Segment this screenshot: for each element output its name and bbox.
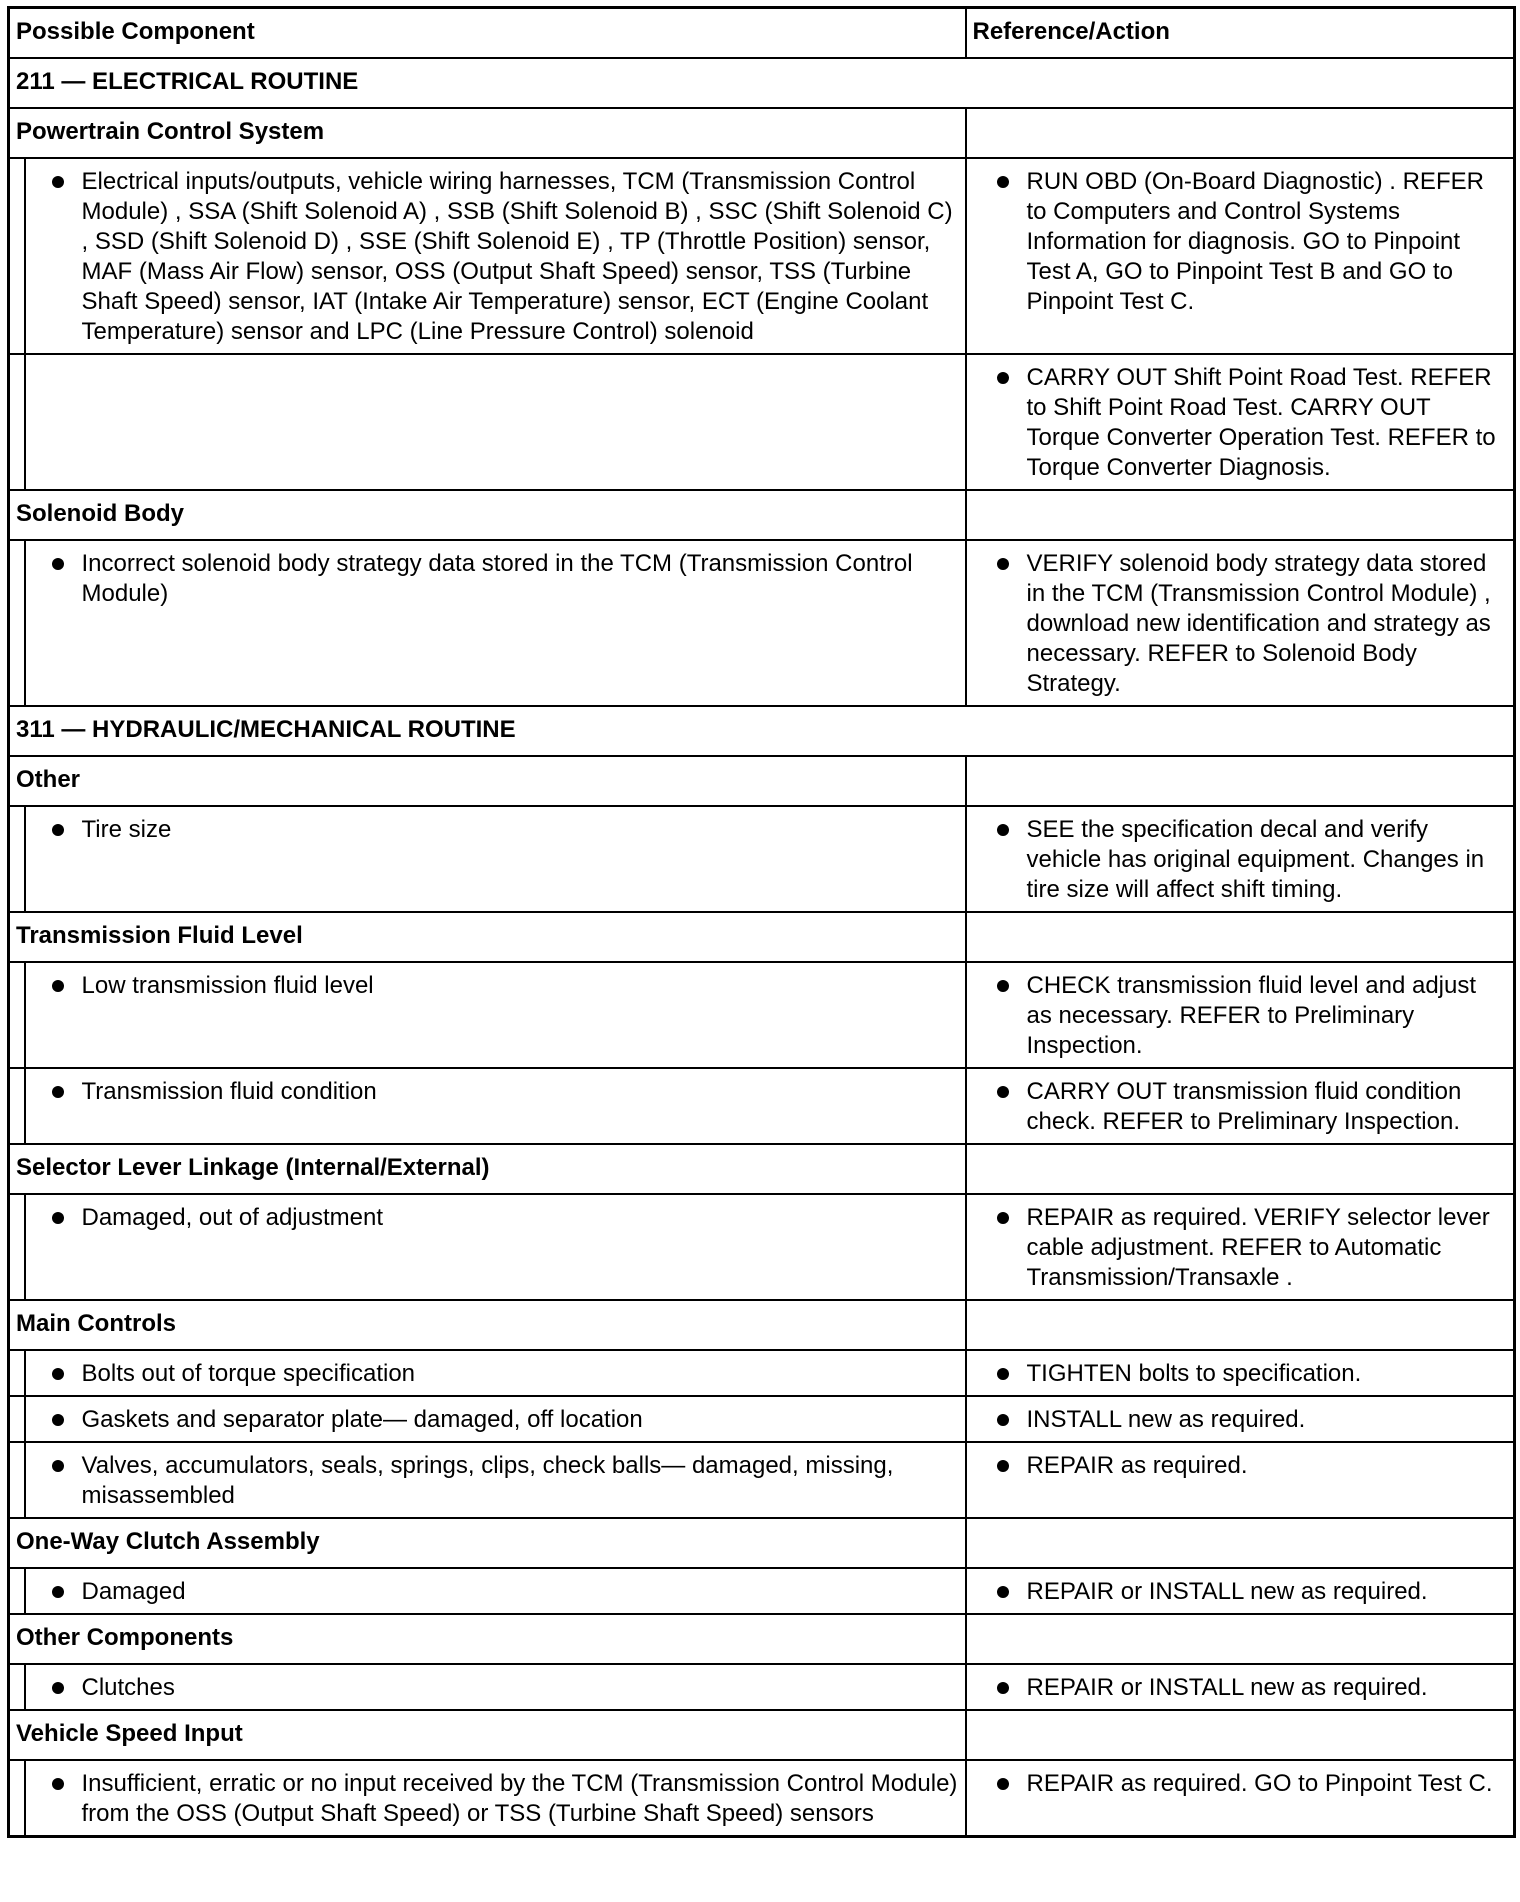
action-cell (966, 1442, 1515, 1518)
indent-cell (9, 962, 25, 1068)
bullet-icon (52, 1460, 64, 1472)
bullet-item (32, 971, 959, 1001)
bullet-item (973, 1451, 1508, 1481)
action-text: REPAIR as required. VERIFY selector lever cable adjustment. REFER to Automatic Transmission/Transaxle . (1026, 1204, 1490, 1291)
group-action-empty (966, 1144, 1515, 1194)
bullet-icon (52, 1368, 64, 1380)
group-title: Other (9, 756, 966, 806)
bullet-item (32, 1203, 959, 1233)
bullet-item (973, 815, 1508, 905)
group-title: Vehicle Speed Input (9, 1710, 966, 1760)
bullet-item (973, 1359, 1508, 1389)
group-action-empty (966, 1614, 1515, 1664)
component-cell (25, 1194, 966, 1300)
bullet-icon (997, 558, 1009, 570)
bullet-icon (52, 558, 64, 570)
action-text: CHECK transmission fluid level and adjust as necessary. REFER to Preliminary Inspection. (1026, 972, 1477, 1059)
action-cell (966, 354, 1515, 490)
component-text: Damaged, out of adjustment (81, 1204, 384, 1231)
bullet-icon (997, 372, 1009, 384)
action-cell (966, 158, 1515, 354)
component-text: Valves, accumulators, seals, springs, clips, check balls— damaged, missing, misassembled (81, 1452, 894, 1509)
action-text: REPAIR or INSTALL new as required. (1026, 1674, 1428, 1701)
group-row (9, 1518, 1515, 1568)
group-title: Main Controls (9, 1300, 966, 1350)
group-row (9, 912, 1515, 962)
component-cell (25, 1068, 966, 1144)
group-title: Solenoid Body (9, 490, 966, 540)
indent-cell (9, 354, 25, 490)
indent-cell (9, 1068, 25, 1144)
bullet-icon (52, 1778, 64, 1790)
action-text: TIGHTEN bolts to specification. (1026, 1360, 1362, 1387)
bullet-icon (997, 1368, 1009, 1380)
indent-cell (9, 1442, 25, 1518)
header-action: Reference/Action (966, 8, 1515, 59)
group-action-empty (966, 756, 1515, 806)
bullet-item (973, 1673, 1508, 1703)
action-cell (966, 1664, 1515, 1710)
action-cell (966, 1350, 1515, 1396)
bullet-item (973, 1577, 1508, 1607)
indent-cell (9, 1568, 25, 1614)
group-row (9, 1144, 1515, 1194)
bullet-item (32, 1405, 959, 1435)
bullet-icon (997, 1086, 1009, 1098)
section-row (9, 58, 1515, 108)
component-cell (25, 806, 966, 912)
bullet-item (973, 167, 1508, 317)
group-title: Other Components (9, 1614, 966, 1664)
bullet-item (973, 1769, 1508, 1799)
action-text: REPAIR as required. (1026, 1452, 1248, 1479)
bullet-icon (997, 1778, 1009, 1790)
component-cell (25, 1760, 966, 1837)
bullet-item (973, 1203, 1508, 1293)
action-text: CARRY OUT transmission fluid condition check. REFER to Preliminary Inspection. (1026, 1078, 1462, 1135)
bullet-icon (52, 176, 64, 188)
component-cell (25, 1350, 966, 1396)
bullet-icon (997, 1212, 1009, 1224)
indent-cell (9, 1194, 25, 1300)
component-cell (25, 1664, 966, 1710)
action-cell (966, 1068, 1515, 1144)
component-text: Transmission fluid condition (81, 1078, 377, 1105)
table-row (9, 1068, 1515, 1144)
action-text: INSTALL new as required. (1026, 1406, 1306, 1433)
bullet-icon (997, 1414, 1009, 1426)
action-cell (966, 1396, 1515, 1442)
table-row (9, 158, 1515, 354)
component-text: Damaged (81, 1578, 186, 1605)
component-text: Electrical inputs/outputs, vehicle wiring harnesses, TCM (Transmission Control Module) , SSA (Shift Solenoid A) , SSB (Shift Solenoid B) , SSC (Shift Solenoid C) , SSD (Shift Solenoid D) , SSE (Shift Solenoid E) , TP (Throttle Position) sensor, MAF (Mass Air Flow) sensor, OSS (Output Shaft Speed) sensor, TSS (Turbine Shaft Speed) sensor, IAT (Intake Air Temperature) sensor, ECT (Engine Coolant Temperature) sensor and LPC (Line Pressure Control) solenoid (81, 168, 953, 345)
group-action-empty (966, 1300, 1515, 1350)
table-row (9, 354, 1515, 490)
bullet-item (973, 1077, 1508, 1137)
section-title: 311 — HYDRAULIC/MECHANICAL ROUTINE (9, 706, 1515, 756)
indent-cell (9, 158, 25, 354)
indent-cell (9, 1350, 25, 1396)
bullet-icon (52, 980, 64, 992)
group-row (9, 490, 1515, 540)
bullet-item (32, 1577, 959, 1607)
action-text: RUN OBD (On-Board Diagnostic) . REFER to Computers and Control Systems Information for diagnosis. GO to Pinpoint Test A, GO to Pinpoint Test B and GO to Pinpoint Test C. (1026, 168, 1484, 315)
component-text: Tire size (81, 816, 172, 843)
bullet-item (32, 1359, 959, 1389)
header-component: Possible Component (9, 8, 966, 59)
table-row (9, 1442, 1515, 1518)
table-row (9, 962, 1515, 1068)
component-text: Clutches (81, 1674, 175, 1701)
diagnosis-table-body (9, 8, 1515, 1837)
bullet-item (32, 1769, 959, 1829)
action-text: REPAIR as required. GO to Pinpoint Test C. (1026, 1770, 1493, 1797)
group-action-empty (966, 490, 1515, 540)
group-title: Transmission Fluid Level (9, 912, 966, 962)
group-action-empty (966, 108, 1515, 158)
table-row (9, 1568, 1515, 1614)
bullet-item (973, 549, 1508, 699)
component-cell (25, 354, 966, 490)
bullet-icon (52, 824, 64, 836)
action-cell (966, 1194, 1515, 1300)
action-text: SEE the specification decal and verify vehicle has original equipment. Changes in tire size will affect shift timing. (1026, 816, 1485, 903)
group-action-empty (966, 1518, 1515, 1568)
component-text: Incorrect solenoid body strategy data stored in the TCM (Transmission Control Module) (81, 550, 913, 607)
action-cell (966, 1568, 1515, 1614)
group-title: Selector Lever Linkage (Internal/External) (9, 1144, 966, 1194)
component-text: Bolts out of torque specification (81, 1360, 416, 1387)
group-row (9, 1710, 1515, 1760)
group-title: One-Way Clutch Assembly (9, 1518, 966, 1568)
bullet-item (32, 815, 959, 845)
bullet-icon (997, 1460, 1009, 1472)
indent-cell (9, 540, 25, 706)
action-text: VERIFY solenoid body strategy data stored in the TCM (Transmission Control Module) , download new identification and strategy as necessary. REFER to Solenoid Body Strategy. (1026, 550, 1491, 697)
bullet-item (973, 363, 1508, 483)
component-text: Insufficient, erratic or no input received by the TCM (Transmission Control Module) from the OSS (Output Shaft Speed) or TSS (Turbine Shaft Speed) sensors (81, 1770, 958, 1827)
component-cell (25, 962, 966, 1068)
section-title: 211 — ELECTRICAL ROUTINE (9, 58, 1515, 108)
table-row (9, 1396, 1515, 1442)
bullet-icon (52, 1086, 64, 1098)
component-text: Gaskets and separator plate— damaged, off location (81, 1406, 643, 1433)
component-cell (25, 1442, 966, 1518)
group-row (9, 1300, 1515, 1350)
indent-cell (9, 1396, 25, 1442)
bullet-icon (997, 176, 1009, 188)
group-row (9, 756, 1515, 806)
component-text: Low transmission fluid level (81, 972, 374, 999)
group-action-empty (966, 912, 1515, 962)
bullet-icon (997, 980, 1009, 992)
action-text: REPAIR or INSTALL new as required. (1026, 1578, 1428, 1605)
action-cell (966, 1760, 1515, 1837)
bullet-item (32, 167, 959, 347)
indent-cell (9, 806, 25, 912)
table-row (9, 1350, 1515, 1396)
section-row (9, 706, 1515, 756)
component-cell (25, 540, 966, 706)
bullet-icon (52, 1586, 64, 1598)
bullet-item (973, 971, 1508, 1061)
component-cell (25, 1396, 966, 1442)
component-cell (25, 1568, 966, 1614)
bullet-item (32, 1077, 959, 1107)
group-action-empty (966, 1710, 1515, 1760)
table-row (9, 540, 1515, 706)
bullet-item (32, 549, 959, 609)
bullet-icon (997, 1682, 1009, 1694)
bullet-item (32, 1673, 959, 1703)
bullet-icon (52, 1414, 64, 1426)
bullet-item (973, 1405, 1508, 1435)
group-row (9, 108, 1515, 158)
action-cell (966, 962, 1515, 1068)
action-text: CARRY OUT Shift Point Road Test. REFER to Shift Point Road Test. CARRY OUT Torque Converter Operation Test. REFER to Torque Converter Diagnosis. (1026, 364, 1496, 481)
bullet-icon (997, 1586, 1009, 1598)
group-title: Powertrain Control System (9, 108, 966, 158)
table-row (9, 1194, 1515, 1300)
action-cell (966, 540, 1515, 706)
table-row (9, 1664, 1515, 1710)
bullet-item (32, 1451, 959, 1511)
diagnosis-table (7, 6, 1516, 1838)
indent-cell (9, 1760, 25, 1837)
bullet-icon (52, 1212, 64, 1224)
action-cell (966, 806, 1515, 912)
table-row (9, 806, 1515, 912)
bullet-icon (52, 1682, 64, 1694)
indent-cell (9, 1664, 25, 1710)
header-row (9, 8, 1515, 59)
bullet-icon (997, 824, 1009, 836)
component-cell (25, 158, 966, 354)
table-row (9, 1760, 1515, 1837)
group-row (9, 1614, 1515, 1664)
